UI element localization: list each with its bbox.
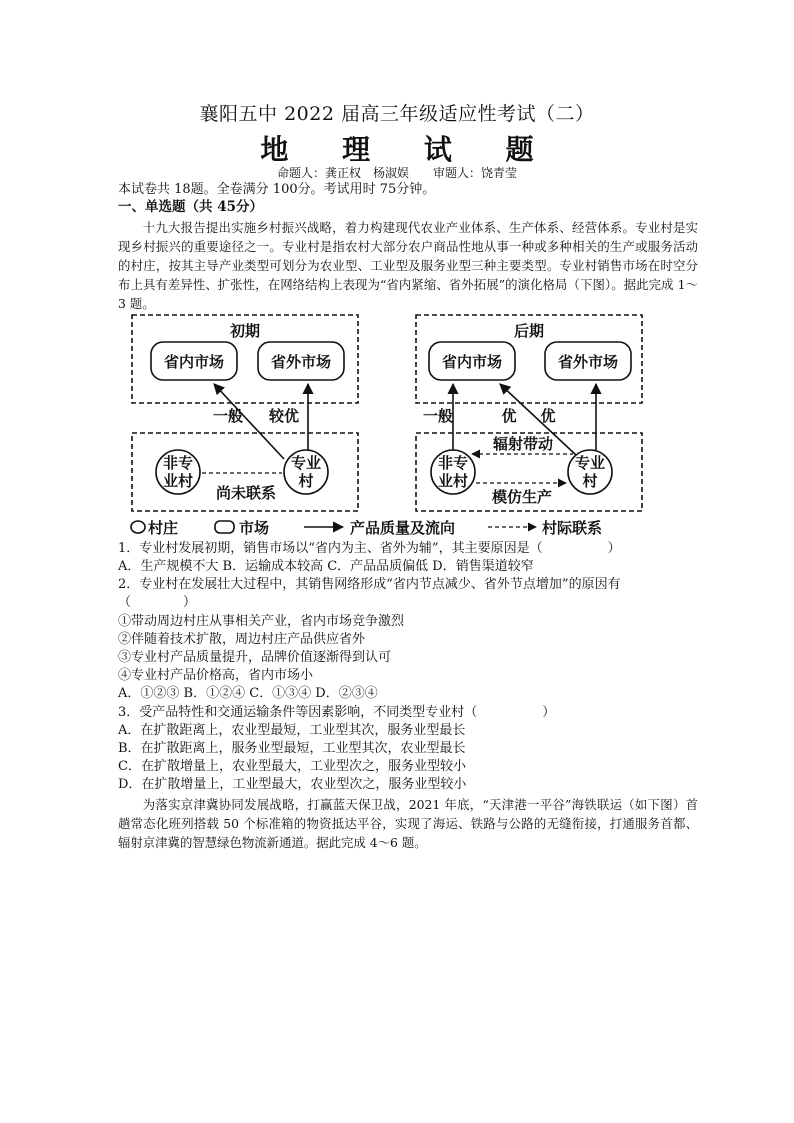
legend-village-label: 村庄 [148, 519, 179, 537]
late-village-pro-line1: 专业 [574, 454, 606, 472]
early-market-out: 省外市场 [270, 353, 332, 371]
legend-link-label: 村际联系 [542, 519, 603, 537]
authors-line: 命题人：龚正权 杨淑娱 审题人：饶青莹 [276, 166, 517, 180]
early-village-pro-line1: 专业 [290, 454, 322, 472]
exam-intro: 本试卷共 18题。全卷满分 100分。考试用时 75分钟。 [118, 182, 436, 197]
early-link-label: 尚未联系 [215, 484, 277, 502]
market-network-diagram [118, 305, 678, 543]
question-3-option-d: D．在扩散增量上，工业型最大，农业型次之，服务业型较小 [118, 777, 467, 792]
late-title: 后期 [513, 322, 545, 340]
passage-1: 十九大报告提出实施乡村振兴战略，着力构建现代农业产业体系、生产体系、经营体系。专业村是实现乡村振兴的重要途径之一。专业村是指农村大部分农户商品性地从事一种或多种相关的生产或服务活动的村庄，按其主导产业类型可划分为农业型、工业型及服务业型三种主要类型。专业村销售市场在时空分布上具有差异性、扩张性，在网络结构上表现为“省内紧缩、省外拓展”的演化格局（下图）。据此完成 1～3 题。 [118, 220, 698, 311]
section-heading: 一、单选题（共 45分） [118, 199, 263, 215]
school-title: 襄阳五中 2022 届高三年级适应性考试（二） [199, 103, 595, 125]
legend-flow-label: 产品质量及流向 [350, 519, 456, 537]
question-2-item-4: ④专业村产品价格高，省内市场小 [118, 668, 314, 683]
early-label-general: 一般 [212, 407, 244, 425]
late-village-non-line2: 业村 [437, 472, 469, 490]
question-2-options: A．①②③ B．①②④ C．①③④ D．②③④ [118, 686, 378, 701]
early-title: 初期 [229, 322, 261, 340]
passage-2: 为落实京津冀协同发展战略，打赢蓝天保卫战，2021 年底，“天津港一平谷”海铁联运（如下图）首趟常态化班列搭载 50 个标准箱的物资抵达平谷，实现了海运、铁路与公路的无缝衔接，打通服务首都、辐射京津冀的智慧绿色物流新通道。据此完成 4～6 题。 [118, 797, 698, 850]
legend-market-symbol [215, 521, 234, 533]
question-2: 2．专业村在发展壮大过程中，其销售网络形成“省内节点减少、省外节点增加”的原因有 [118, 577, 621, 592]
early-village-non-line1: 非专 [162, 454, 194, 472]
question-2-paren: （ ） [118, 595, 197, 610]
question-3-option-c: C．在扩散增量上，农业型最大，工业型次之，服务业型较小 [118, 759, 466, 774]
subject-title: 地 理 试 题 [260, 133, 556, 166]
late-imitate-label: 模仿生产 [491, 488, 553, 506]
legend-market-label: 市场 [239, 519, 270, 537]
late-market-out: 省外市场 [557, 353, 619, 371]
late-label-general: 一般 [422, 407, 454, 425]
question-2-item-2: ②伴随着技术扩散，周边村庄产品供应省外 [118, 632, 366, 647]
late-market-in: 省内市场 [441, 353, 503, 371]
question-3-option-a: A．在扩散距离上，农业型最短，工业型其次，服务业型最长 [118, 723, 466, 738]
question-3-option-b: B．在扩散距离上，服务业型最短，工业型其次，农业型最长 [118, 741, 466, 756]
early-village-non-line2: 业村 [162, 472, 194, 490]
question-2-item-3: ③专业村产品质量提升，品牌价值逐渐得到认可 [118, 650, 392, 665]
question-1-options: A．生产规模不大 B．运输成本较高 C．产品品质偏低 D．销售渠道较窄 [118, 559, 534, 574]
late-village-pro-line2: 村 [582, 472, 598, 490]
late-label-good-1: 优 [501, 407, 517, 425]
early-market-in: 省内市场 [163, 353, 225, 371]
early-village-pro-line2: 村 [298, 472, 314, 490]
early-label-better: 较优 [268, 407, 300, 425]
question-1: 1．专业村发展初期，销售市场以“省内为主、省外为辅”，其主要原因是（ ） [118, 541, 621, 556]
question-2-item-1: ①带动周边村庄从事相关产业，省内市场竞争激烈 [118, 614, 405, 629]
legend-village-symbol [131, 521, 145, 533]
late-radiate-label: 辐射带动 [492, 435, 554, 453]
question-3: 3．受产品特性和交通运输条件等因素影响，不同类型专业村（ ） [118, 705, 556, 720]
late-village-non-line1: 非专 [437, 454, 469, 472]
late-label-good-2: 优 [540, 407, 556, 425]
